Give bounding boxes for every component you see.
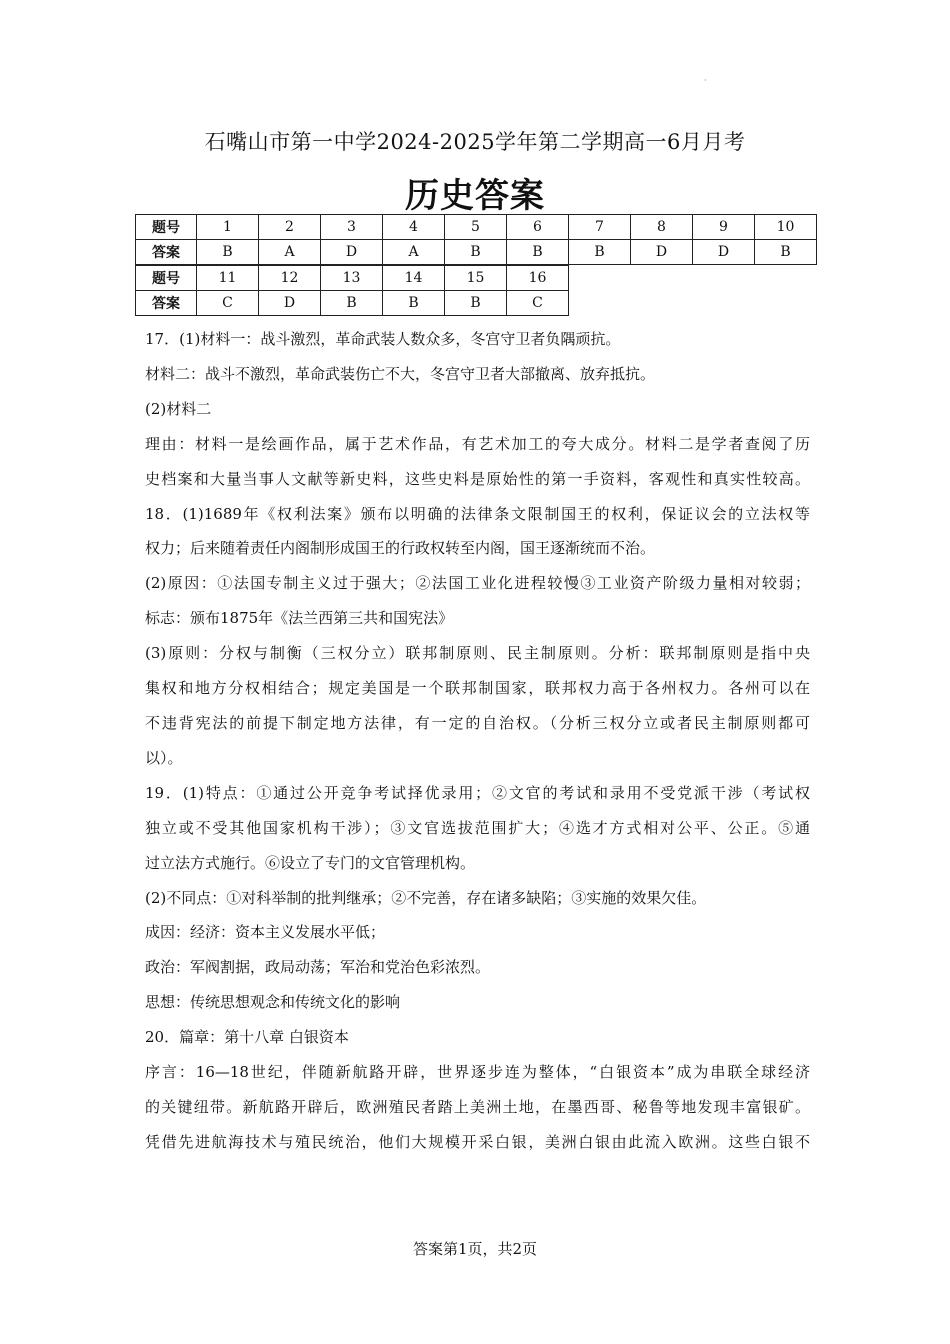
answer-line: 材料二：战斗不激烈，革命武装伤亡不大，冬宫守卫者大部撤离、放弃抵抗。 [145,364,656,383]
answer-line: (3)原则：分权与制衡（三权分立）联邦制原则、民主制原则。分析：联邦制原则是指中央 [145,644,810,663]
answer-cell: D [631,240,693,265]
answer-cell: B [197,240,259,265]
answer-cell: D [321,240,383,265]
answer-cell: B [569,240,631,265]
answer-cell: B [507,240,569,265]
answer-line: (2)原因：①法国专制主义过于强大；②法国工业化进程较慢③工业资产阶级力量相对较弱； [145,574,810,593]
answer-cell: D [693,240,755,265]
answer-line: (2)材料二 [145,399,212,418]
answer-line: 独立或不受其他国家机构干涉）；③文官选拔范围扩大；④选才方式相对公平、公正。⑤通 [145,818,810,837]
answer-line: 不违背宪法的前提下制定地方法律，有一定的自治权。（分析三权分立或者民主制原则都可 [145,713,810,732]
answer-line: 过立法方式施行。⑥设立了专门的文官管理机构。 [145,853,476,872]
answer-cell: A [259,240,321,265]
answer-line: 序言：16—18世纪，伴随新航路开辟，世界逐步连为整体，“白银资本”成为串联全球经济 [145,1063,810,1082]
answer-cell: B [321,291,383,316]
answer-cell: C [507,291,569,316]
answer-cell: B [445,291,507,316]
question-number: 10 [755,215,817,240]
question-number: 11 [197,266,259,291]
row-header-number: 题号 [136,266,197,291]
question-number: 12 [259,266,321,291]
answer-line-q18-1: 18．(1)1689年《权利法案》颁布以明确的法律条文限制国王的权利，保证议会的立法权等 [145,504,810,523]
answer-line-q20-1: 20．篇章：第十八章 白银资本 [145,1028,349,1047]
answer-body [145,322,810,1160]
answer-line: 标志：颁布1875年《法兰西第三共和国宪法》 [145,609,454,628]
question-number: 13 [321,266,383,291]
question-number: 7 [569,215,631,240]
answer-cell: B [755,240,817,265]
answer-cell: D [259,291,321,316]
page-title: 历史答案 [405,176,545,216]
question-number: 1 [197,215,259,240]
question-number: 3 [321,215,383,240]
question-number: 8 [631,215,693,240]
answer-cell: C [197,291,259,316]
answer-table-11-16 [135,265,569,316]
answer-line: 成因：经济：资本主义发展水平低； [145,923,386,942]
answer-line: (2)不同点：①对科举制的批判继承；②不完善，存在诸多缺陷；③实施的效果欠佳。 [145,888,707,907]
table-row [136,291,569,316]
question-number: 16 [507,266,569,291]
answer-line: 思想：传统思想观念和传统文化的影响 [145,993,401,1012]
table-row [136,240,817,265]
answer-line: 政治：军阀割据，政局动荡；军治和党治色彩浓烈。 [145,958,491,977]
answer-cell: A [383,240,445,265]
answer-line: 集权和地方分权相结合；规定美国是一个联邦制国家，联邦权力高于各州权力。各州可以在 [145,679,810,698]
answer-line: 权力；后来随着责任内阁制形成国王的行政权转至内阁，国王逐渐统而不治。 [145,539,656,558]
row-header-number: 题号 [136,215,197,240]
answer-line: 以）。 [145,748,183,767]
row-header-answer: 答案 [136,240,197,265]
question-number: 15 [445,266,507,291]
table-row [136,266,569,291]
answer-line: 的关键纽带。新航路开辟后，欧洲殖民者踏上美洲土地，在墨西哥、秘鲁等地发现丰富银矿。 [145,1097,810,1116]
question-number: 6 [507,215,569,240]
question-number: 9 [693,215,755,240]
answer-line: 理由：材料一是绘画作品，属于艺术作品，有艺术加工的夸大成分。材料二是学者查阅了历 [145,434,810,453]
answer-line-q17-1: 17．(1)材料一：战斗激烈，革命武装人数众多，冬宫守卫者负隅顽抗。 [145,330,621,348]
answer-cell: B [445,240,507,265]
question-number: 14 [383,266,445,291]
answer-line: 史档案和大量当事人文献等新史料，这些史料是原始性的第一手资料，客观性和真实性较高。 [145,469,810,488]
answer-cell: B [383,291,445,316]
row-header-answer: 答案 [136,291,197,316]
question-number: 4 [383,215,445,240]
answer-line-q19-1: 19．(1)特点：①通过公开竞争考试择优录用；②文官的考试和录用不受党派干涉（考试权 [145,783,810,802]
page-footer: 答案第1页，共2页 [412,1240,538,1258]
exam-subtitle: 石嘴山市第一中学2024-2025学年第二学期高一6月月考 [204,130,746,154]
table-row [136,215,817,240]
page-mark-dot: · [704,76,707,85]
answer-line: 凭借先进航海技术与殖民统治，他们大规模开采白银，美洲白银由此流入欧洲。这些白银不 [145,1132,810,1151]
question-number: 5 [445,215,507,240]
question-number: 2 [259,215,321,240]
answer-table-1-10 [135,214,817,265]
